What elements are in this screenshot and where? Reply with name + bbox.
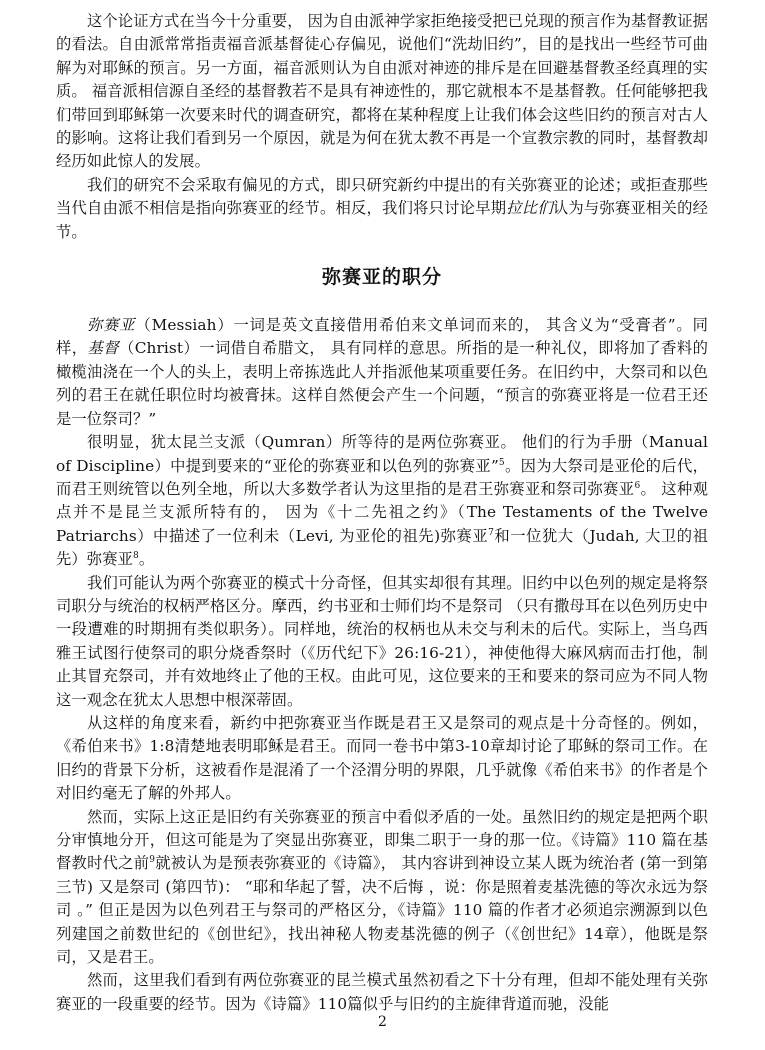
italic-term-messiah: 弥赛亚 — [87, 316, 136, 335]
paragraph-new-testament-view: 从这样的角度来看，新约中把弥赛亚当作既是君王又是祭司的观点是十分奇怪的。例如，《希伯来书》1:8清楚地表明耶稣是君王。而同一卷书中第3-10章却讨论了耶稣的祭司工作。在旧约的背景下分析，这被看作是混淆了一个泾渭分明的界限，几乎就像《希伯来书》的作者是个对旧约毫无了解的外邦人。 — [56, 713, 708, 803]
text-run: 和一位犹大（Judah, 大卫的祖先）弥赛亚 — [56, 526, 708, 569]
text-run: （Christ）一词借自希腊文， 具有同样的意思。所指的是一种礼仪，即将加了香料的橄榄油浇在一个人的头上，表明上帝拣选此人并指派他某项重要任务。在旧约中，大祭司和以色列的君王在就任职位时均被膏抹。这样自然便会产生一个问题，“预言的弥赛亚将是一位君王还是一位祭司？” — [56, 339, 709, 428]
footnote-ref[interactable]: 7 — [488, 527, 494, 538]
footnote-ref[interactable]: 8 — [133, 551, 139, 562]
footnote-ref[interactable]: 9 — [149, 855, 156, 866]
document-page — [56, 10, 708, 1016]
paragraph-qumran-model: 然而，这里我们看到有两位弥赛亚的昆兰模式虽然初看之下十分有理，但却不能处理有关弥赛亚的一段重要的经节。因为《诗篇》110篇似乎与旧约的主旋律背道而驰，没能 — [56, 971, 708, 1013]
text-run: 。 这种观点并不是昆兰支派所特有的， 因为《十二先祖之约》（The Testaments of the Twelve Patriarchs）中描述了一位利未（Levi, 为亚伦的祖先)弥赛亚 — [56, 479, 708, 545]
text-run: 然而，实际上这正是旧约有关弥赛亚的预言中看似矛盾的一处。虽然旧约的规定是把两个职分审慎地分开，但这可能是为了突显出弥赛亚，即集二职于一身的那一位。《诗篇》110 篇在基督教时代之前 — [56, 807, 708, 873]
text-run: 我们的研究不会采取有偏见的方式，即只研究新约中提出的有关弥赛亚的论述；或拒查那些当代自由派不相信是指向弥赛亚的经节。相反，我们将只讨论早期 — [56, 175, 708, 218]
paragraph-argument: 这个论证方式在当今十分重要， 因为自由派神学家拒绝接受把已兑现的预言作为基督教证据的看法。自由派常常指责福音派基督徒心存偏见，说他们“洗劫旧约”，目的是找出一些经节可曲解为对耶稣的预言。另一方面，福音派则认为自由派对神迹的排斥是在回避基督教圣经真理的实质。 福音派相信源自圣经的基督教若不是具有神迹性的，那它就根本不是基督教。任何能够把我们带回到耶稣第一次要来时代的调查研究，都将在某种程度上让我们体会这些旧约的预言对古人的影响。这将让我们看到另一个原因，就是为何在犹太教不再是一个宣教宗教的同时，基督教却经历如此惊人的发展。 — [56, 12, 708, 171]
section-title: 弥赛亚的职分 — [321, 266, 442, 289]
text-run: 很明显，犹太昆兰支派（Qumran）所等待的是两位弥赛亚。 他们的行为手册（Manual of Discipline）中提到要来的“亚伦的弥赛亚和以色列的弥赛亚” — [56, 433, 708, 475]
paragraph-psalm-110 — [56, 806, 708, 970]
text-run: 认为与弥赛亚相关的经节。 — [56, 199, 708, 241]
paragraph-qumran — [56, 431, 708, 571]
italic-term-rabbis: 拉比们 — [506, 199, 553, 218]
page-number: 2 — [378, 1014, 387, 1030]
footnote-ref[interactable]: 6 — [634, 480, 641, 491]
text-run: 就被认为是预表弥赛亚的《诗篇》， 其内容讲到神设立某人既为统治者 (第一到第三节) 又是祭司 (第四节)： “耶和华起了誓，决不后悔 ，说：你是照着麦基洗德的等次永远为祭司 。” 但正是因为以色列君王与祭司的严格区分，《诗篇》110 篇的作者才必须追宗溯源到以色列建国之前数世纪的《创世纪》，找出神秘人物麦基洗德的例子（《创世纪》14章），他既是祭司，又是君王。 — [56, 854, 708, 967]
text-run: 。 — [138, 550, 155, 569]
footnote-ref[interactable]: 5 — [498, 457, 505, 468]
text-run: 。因为大祭司是亚伦的后代，而君王则统管以色列全地，所以大多数学者认为这里指的是君王弥赛亚和祭司弥赛亚 — [56, 456, 708, 498]
paragraph-research-approach — [56, 174, 708, 244]
paragraph-two-messiahs: 我们可能认为两个弥赛亚的模式十分奇怪，但其实却很有其理。旧约中以色列的规定是将祭司职分与统治的权柄严格区分。摩西，约书亚和士师们均不是祭司 （只有撒母耳在以色列历史中一段遭难的时期拥有类似职务）。同样地，统治的权柄也从未交与利未的后代。实际上，当乌西雅王试图行使祭司的职分烧香祭时（《历代纪下》26:16-21），神使他得大麻风病而击打他，制止其冒充祭司，并有效地终止了他的王权。由此可见，这位要来的王和要来的祭司应为不同人物这一观念在犹太人思想中根深蒂固。 — [56, 573, 708, 709]
paragraph-messiah-meaning — [56, 314, 708, 431]
text-run: （Messiah）一词是英文直接借用希伯来文单词而来的， 其含义为“受膏者”。同样， — [56, 316, 708, 358]
italic-term-christ: 基督 — [87, 339, 119, 358]
